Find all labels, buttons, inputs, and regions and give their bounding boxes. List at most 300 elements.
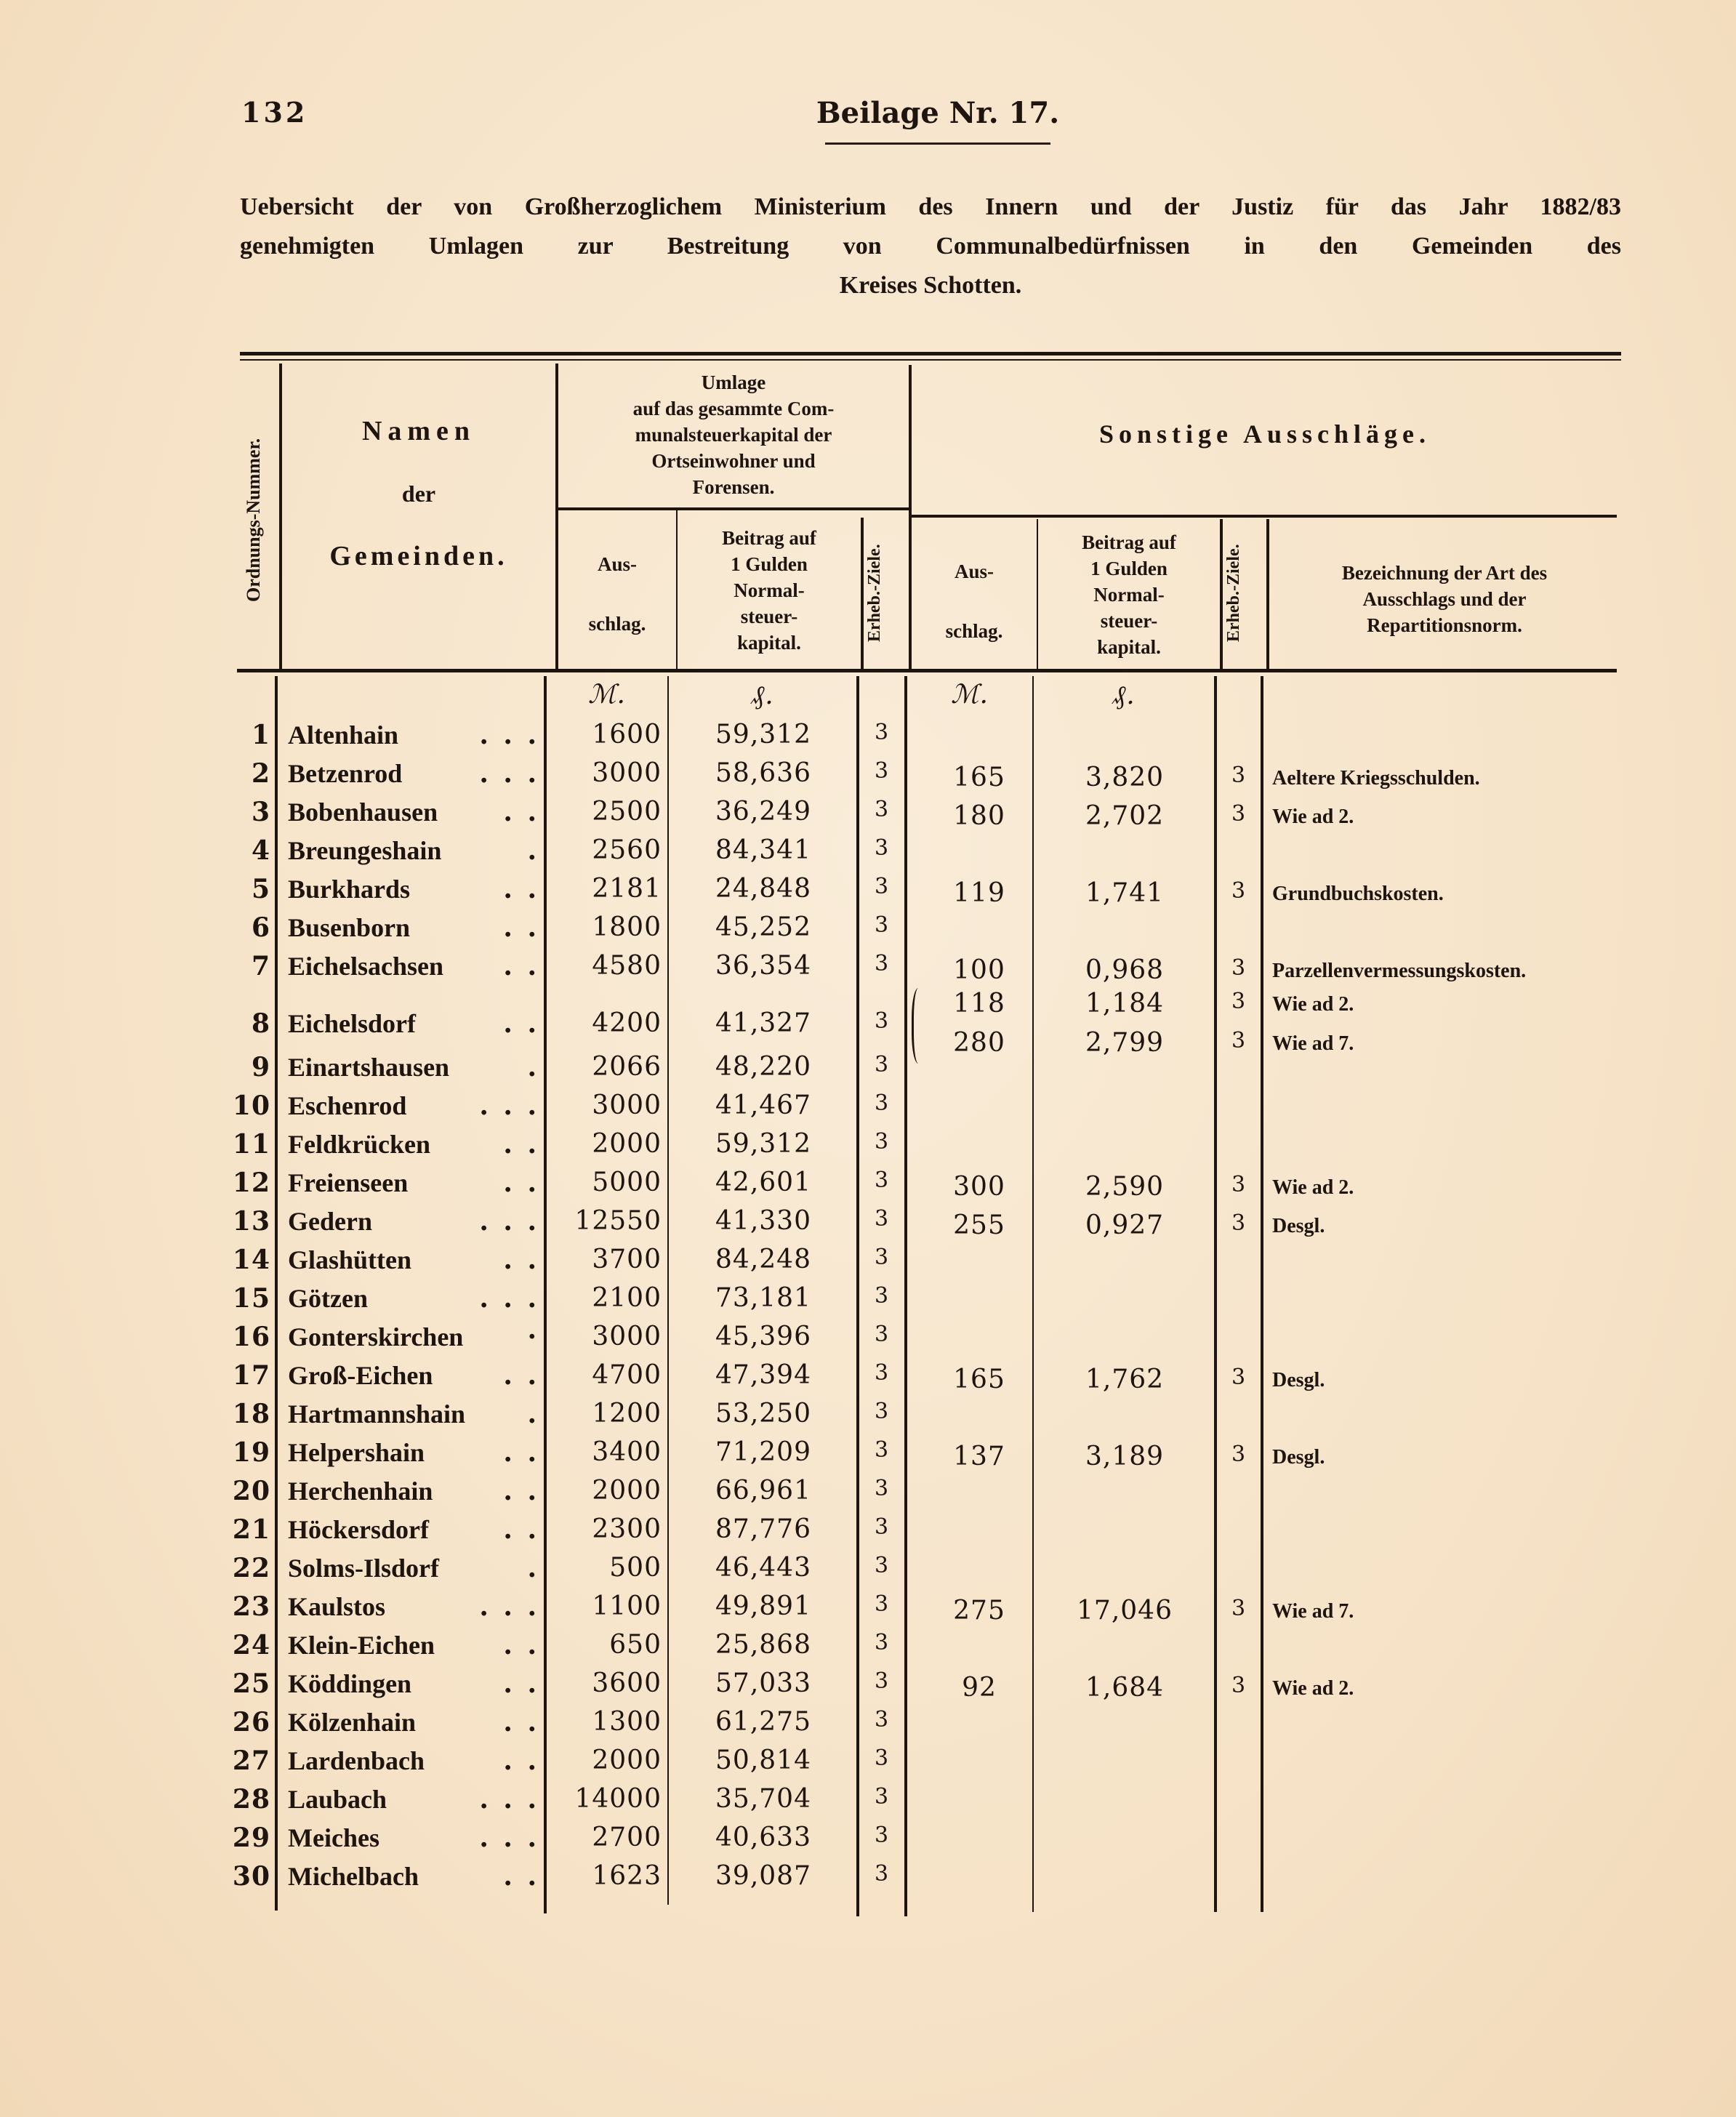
row-name-line [288,912,539,943]
header-levy-line-4: Ortseinwohner und [651,450,816,472]
row-ordinal: 25 [232,1668,270,1699]
row-levy-terms: 3 [874,1707,890,1732]
row-municipality-name: Michelbach [288,1862,419,1891]
row-other-description: Parzellenvermessungskosten. [1272,960,1527,982]
header-other-contribution-line-2: 1 Gulden [1090,558,1168,579]
row-ordinal: 2 [251,758,270,789]
row-other-description: Wie ad 7. [1272,1032,1354,1055]
row-name-line [288,1784,539,1815]
row-other-terms: 3 [1231,1172,1247,1197]
row-levy-amount: 2300 [592,1514,662,1544]
document-title [240,188,1621,305]
row-municipality-name: Betzenrod [288,759,403,788]
row-name-line [288,1360,539,1391]
row-other-terms: 3 [1231,1442,1247,1467]
row-other-description: Aeltere Kriegsschulden. [1272,767,1480,790]
row-leader-dots: . . . [479,1090,539,1121]
header-other-contribution-line-1: Beitrag auf [1082,531,1176,553]
row-levy-rate: 53,250 [715,1399,811,1429]
row-levy-terms: 3 [874,1784,890,1809]
row-ordinal: 3 [251,797,270,827]
row-other-rate: 1,762 [1085,1365,1165,1394]
row-levy-terms: 3 [874,1591,890,1617]
row-levy-terms: 3 [874,720,890,745]
row-name-line [288,1008,539,1039]
header-levy-contribution-line-2: 1 Gulden [731,553,808,575]
table-top-rule-thick [240,352,1621,355]
row-levy-amount: 3400 [592,1437,662,1467]
header-levy-contribution [679,525,859,656]
row-name-line [288,797,539,827]
row-levy-terms: 3 [874,1283,890,1309]
row-municipality-name: Feldkrücken [288,1130,431,1159]
row-levy-terms: 3 [874,1168,890,1193]
header-other-assessment-line-1: Aus- [954,561,994,582]
row-levy-rate: 39,087 [715,1861,811,1891]
header-divider-other-amount [1037,519,1038,669]
row-levy-rate: 25,868 [715,1630,811,1660]
row-municipality-name: Götzen [288,1284,368,1313]
body-divider-other-amount [1032,676,1034,1912]
row-ordinal: 19 [232,1437,270,1468]
row-other-terms: 3 [1231,1596,1247,1621]
row-levy-terms: 3 [874,1823,890,1848]
row-levy-terms: 3 [874,1861,890,1887]
row-leader-dots: . . . [479,1283,539,1314]
header-sub-rule-left [558,507,912,510]
row-other-rate: 1,741 [1085,878,1165,908]
row-other-amount: 255 [953,1210,1005,1240]
unit-mark-other: ℳ. [951,680,989,710]
row-levy-amount: 2000 [592,1746,662,1775]
header-name-col [284,414,554,573]
header-divider-name [555,363,558,669]
row-levy-terms: 3 [874,1514,890,1540]
row-levy-rate: 71,209 [715,1437,811,1467]
header-name-line-1: Namen [361,416,476,446]
row-other-rate: 0,927 [1085,1210,1165,1240]
row-levy-amount: 2500 [592,797,662,827]
row-leader-dots: . [527,835,539,866]
row-levy-rate: 45,396 [715,1322,811,1351]
row-municipality-name: Einartshausen [288,1053,450,1082]
row-other-terms: 3 [1231,801,1247,827]
row-levy-amount: 4200 [592,1008,662,1038]
row-municipality-name: Höckersdorf [288,1515,429,1544]
header-ordinal-number: Ordnungs-Nummer. [243,438,264,602]
unit-pfennig-other: ₰. [1112,680,1136,710]
row-levy-terms: 3 [874,797,890,822]
row-levy-rate: 41,467 [715,1090,811,1120]
row-other-terms: 3 [1231,878,1247,904]
row-municipality-name: Altenhain [288,720,399,750]
row-levy-amount: 2066 [592,1052,662,1082]
row-ordinal: 23 [232,1591,270,1622]
row-levy-rate: 41,327 [715,1008,811,1038]
row-municipality-name: Eichelsdorf [288,1009,416,1038]
row-other-terms: 3 [1231,989,1247,1014]
row-other-terms: 3 [1231,1028,1247,1053]
row-other-rate: 3,189 [1085,1442,1165,1471]
row-ordinal: 4 [251,835,270,866]
row-levy-terms: 3 [874,1052,890,1077]
row-name-line [288,1861,539,1892]
row-ordinal: 9 [251,1052,270,1082]
body-divider-levy-amount [667,676,669,1905]
row-ordinal: 6 [251,912,270,943]
row-other-description: Wie ad 2. [1272,806,1354,828]
row-levy-amount: 2000 [592,1476,662,1506]
row-other-amount: 119 [953,878,1005,908]
header-other-assessment-line-2: schlag. [945,620,1003,643]
header-levy-line-3: munalsteuerkapital der [635,424,832,446]
row-levy-amount: 3000 [592,1090,662,1120]
header-levy-collection-terms: Erheb.-Ziele. [865,544,884,643]
row-name-line [288,1283,539,1314]
header-name-line-3: Gemeinden. [329,541,508,571]
row-levy-rate: 73,181 [715,1283,811,1313]
row-name-line [288,1052,539,1082]
row-leader-dots: . . [503,874,539,904]
row-levy-terms: 3 [874,1668,890,1694]
row-levy-amount: 14000 [574,1784,662,1814]
row-levy-terms: 3 [874,1322,890,1347]
row-name-line [288,758,539,789]
header-divider-levy-rate [861,518,864,669]
row-ordinal: 16 [232,1322,270,1352]
row-levy-amount: 2181 [592,874,662,904]
row-levy-amount: 4580 [592,951,662,981]
row-municipality-name: Gedern [288,1207,372,1236]
row-municipality-name: Kaulstos [288,1592,386,1621]
row-municipality-name: Eschenrod [288,1091,407,1120]
row-name-line [288,1399,539,1429]
row-levy-rate: 49,891 [715,1591,811,1621]
row-ordinal: 30 [232,1861,270,1892]
row-leader-dots: . . [503,1476,539,1506]
row-municipality-name: Laubach [288,1785,387,1814]
row-name-line [288,1553,539,1583]
title-line-3: Kreises Schotten. [839,272,1022,299]
row-leader-dots: . . [503,1668,539,1699]
row-levy-terms: 3 [874,835,890,861]
row-levy-amount: 3600 [592,1668,662,1698]
row-levy-amount: 2100 [592,1283,662,1313]
row-other-amount: 118 [953,989,1005,1019]
row-other-terms: 3 [1231,1673,1247,1698]
table-top-rule-thin [240,359,1621,361]
row-ordinal: 22 [232,1553,270,1583]
header-sub-rule-right [912,515,1617,518]
row-name-line [288,1707,539,1738]
row-levy-terms: 3 [874,951,890,976]
row-ordinal: 21 [232,1514,270,1545]
row-other-terms: 3 [1231,763,1247,788]
row-name-line [288,1668,539,1699]
body-divider-other-rate [1214,676,1217,1912]
row-name-line [288,1322,539,1352]
row-levy-rate: 35,704 [715,1784,811,1814]
header-levy-contribution-line-3: Normal- [734,579,805,601]
header-name-line-2: der [401,481,436,507]
row-ordinal: 18 [232,1399,270,1429]
row-levy-amount: 1800 [592,912,662,942]
row-municipality-name: Lardenbach [288,1746,425,1775]
header-levy-line-1: Umlage [701,371,766,393]
row-levy-amount: 1623 [592,1861,662,1891]
header-levy-line-2: auf das gesammte Com- [632,398,835,419]
row-other-terms: 3 [1231,1210,1247,1236]
row-levy-rate: 50,814 [715,1746,811,1775]
row-name-line [288,1746,539,1776]
row-leader-dots: . . [503,1168,539,1198]
row-levy-amount: 500 [609,1553,662,1583]
unit-pfennig-levy: ₰. [751,680,774,710]
row-other-amount: 280 [953,1028,1005,1058]
row-ordinal: 7 [251,951,270,981]
row-ordinal: 15 [232,1283,270,1314]
row-other-amount: 137 [953,1442,1005,1471]
row-ordinal: 10 [232,1090,270,1121]
row-leader-dots: . . [503,1630,539,1660]
row-municipality-name: Solms-Ilsdorf [288,1554,440,1583]
row-other-description: Grundbuchskosten. [1272,883,1444,905]
row-ordinal: 17 [232,1360,270,1391]
row-leader-dots: . . [503,1514,539,1545]
supplement-underline [825,142,1050,145]
row-ordinal: 24 [232,1630,270,1660]
row-other-description: Wie ad 2. [1272,993,1354,1016]
header-divider-ordinal [279,363,282,669]
row-ordinal: 29 [232,1823,270,1853]
row-name-line [288,951,539,981]
row-other-amount: 165 [953,1365,1005,1394]
row-leader-dots: . . [503,1360,539,1391]
row-levy-rate: 84,341 [715,835,811,865]
header-other-contribution-line-3: Normal- [1093,584,1165,606]
row-municipality-name: Herchenhain [288,1477,433,1506]
header-levy-contribution-line-5: kapital. [737,632,801,654]
row-levy-terms: 3 [874,1437,890,1463]
header-other-collection-terms: Erheb.-Ziele. [1224,544,1243,643]
row-other-rate: 2,799 [1085,1028,1165,1058]
row-leader-dots: · [527,1322,539,1352]
row-ordinal: 1 [251,720,270,750]
row-levy-terms: 3 [874,912,890,938]
row-levy-terms: 3 [874,1360,890,1386]
row-name-line [288,1823,539,1853]
header-other-contribution-line-4: steuer- [1100,610,1158,632]
row-name-line [288,1206,539,1237]
row-levy-terms: 3 [874,1746,890,1771]
header-description-line-3: Repartitionsnorm. [1367,614,1522,636]
row-levy-terms: 3 [874,874,890,899]
row-ordinal: 28 [232,1784,270,1815]
row-other-rate: 2,702 [1085,801,1165,831]
row-municipality-name: Gonterskirchen [288,1322,464,1351]
header-divider-levy-amount [676,510,678,669]
row-levy-terms: 3 [874,1476,890,1501]
header-other-group: Sonstige Ausschläge. [1098,419,1431,449]
row-name-line [288,1630,539,1660]
row-levy-terms: 3 [874,1245,890,1270]
row-municipality-name: Glashütten [288,1245,412,1274]
row-other-amount: 100 [953,955,1005,985]
row-levy-rate: 87,776 [715,1514,811,1544]
row-name-line [288,874,539,904]
row-other-description: Wie ad 7. [1272,1600,1354,1623]
row-levy-rate: 61,275 [715,1707,811,1737]
header-other-contribution-line-5: kapital. [1097,636,1161,658]
row-levy-amount: 12550 [574,1206,662,1236]
row-leader-dots: . . [503,951,539,981]
body-divider-name [544,676,547,1913]
row-municipality-name: Groß-Eichen [288,1361,433,1390]
row-ordinal: 11 [232,1129,270,1160]
header-other-contribution [1040,529,1218,660]
row-municipality-name: Bobenhausen [288,798,438,827]
row-levy-rate: 36,354 [715,951,811,981]
row-leader-dots: . . [503,1245,539,1275]
row-ordinal: 20 [232,1476,270,1506]
row-levy-amount: 1100 [592,1591,662,1621]
header-levy-assessment [560,553,675,636]
row-other-description: Desgl. [1272,1215,1325,1237]
header-description [1272,560,1617,638]
row-levy-amount: 650 [609,1630,662,1660]
row-leader-dots: . . . [479,720,539,750]
row-leader-dots: . [527,1553,539,1583]
row-other-rate: 3,820 [1085,763,1165,792]
row-levy-rate: 40,633 [715,1823,811,1852]
row-municipality-name: Busenborn [288,913,411,942]
header-description-line-2: Ausschlags und der [1362,588,1527,610]
row-name-line [288,1514,539,1545]
page-number: 132 [241,96,308,129]
row-levy-amount: 1200 [592,1399,662,1429]
header-levy-assessment-line-2: schlag. [588,613,646,635]
row-other-amount: 92 [962,1673,997,1703]
row-other-rate: 2,590 [1085,1172,1165,1202]
row-levy-terms: 3 [874,1129,890,1154]
row-levy-rate: 45,252 [715,912,811,942]
row-other-terms: 3 [1231,1365,1247,1390]
row-leader-dots: . . [503,1746,539,1776]
row-levy-rate: 46,443 [715,1553,811,1583]
row-levy-terms: 3 [874,1008,890,1034]
row-municipality-name: Helpershain [288,1438,425,1467]
header-description-line-1: Bezeichnung der Art des [1341,562,1548,584]
row-name-line [288,1437,539,1468]
body-divider-levy-rate [856,676,859,1916]
row-levy-rate: 48,220 [715,1052,811,1082]
header-other-assessment [913,560,1035,643]
supplement-heading: Beilage Nr. 17. [816,96,1060,130]
row-ordinal: 14 [232,1245,270,1275]
row-other-terms: 3 [1231,955,1247,981]
row-levy-rate: 36,249 [715,797,811,827]
row-name-line [288,1476,539,1506]
row-municipality-name: Burkhards [288,875,411,904]
row-levy-rate: 66,961 [715,1476,811,1506]
row-levy-terms: 3 [874,1206,890,1232]
row-municipality-name: Köddingen [288,1669,412,1698]
row-leader-dots: . . [503,912,539,943]
row-levy-rate: 58,636 [715,758,811,788]
row-levy-amount: 3000 [592,758,662,788]
row-brace-icon [912,988,928,1064]
row-leader-dots: . . . [479,1591,539,1622]
row-levy-terms: 3 [874,1553,890,1578]
row-levy-rate: 47,394 [715,1360,811,1390]
row-other-description: Wie ad 2. [1272,1677,1354,1700]
row-municipality-name: Meiches [288,1823,379,1852]
row-name-line [288,1591,539,1622]
row-levy-rate: 84,248 [715,1245,811,1274]
header-divider-other-rate [1220,519,1223,669]
unit-mark-levy: ℳ. [588,680,626,710]
header-levy-contribution-line-1: Beitrag auf [722,527,816,549]
row-name-line [288,835,539,866]
row-levy-amount: 2560 [592,835,662,865]
row-levy-amount: 3700 [592,1245,662,1274]
row-leader-dots: . . [503,1861,539,1892]
row-municipality-name: Klein-Eichen [288,1631,435,1660]
row-municipality-name: Eichelsachsen [288,952,444,981]
row-ordinal: 8 [251,1008,270,1039]
row-levy-rate: 59,312 [715,1129,811,1159]
row-levy-rate: 42,601 [715,1168,811,1197]
title-line-1: Uebersicht der von Großherzoglichem Ministerium des Innern und der Justiz für das Jahr 1882/83 [240,193,1621,220]
row-name-line [288,1129,539,1160]
row-leader-dots: . [527,1399,539,1429]
row-ordinal: 27 [232,1746,270,1776]
row-levy-amount: 5000 [592,1168,662,1197]
row-ordinal: 13 [232,1206,270,1237]
row-municipality-name: Hartmannshain [288,1399,466,1429]
body-divider-levy-terms [904,676,907,1916]
row-name-line [288,1168,539,1198]
row-leader-dots: . . . [479,1784,539,1815]
row-levy-amount: 1600 [592,720,662,750]
row-municipality-name: Breungeshain [288,836,442,865]
row-leader-dots: . . [503,797,539,827]
row-other-rate: 0,968 [1085,955,1165,985]
row-other-description: Desgl. [1272,1446,1325,1469]
row-ordinal: 12 [232,1168,270,1198]
header-divider-other-terms [1266,519,1269,669]
row-municipality-name: Kölzenhain [288,1708,417,1737]
row-levy-amount: 3000 [592,1322,662,1351]
row-leader-dots: . . . [479,1206,539,1237]
row-levy-rate: 24,848 [715,874,811,904]
row-name-line [288,720,539,750]
row-levy-amount: 4700 [592,1360,662,1390]
row-leader-dots: . . [503,1707,539,1738]
row-leader-dots: . . [503,1129,539,1160]
header-levy-assessment-line-1: Aus- [597,553,637,575]
row-leader-dots: . [527,1052,539,1082]
row-levy-rate: 41,330 [715,1206,811,1236]
row-municipality-name: Freienseen [288,1168,409,1197]
body-divider-ordinal [275,676,278,1911]
row-other-amount: 275 [953,1596,1005,1626]
row-leader-dots: . . [503,1437,539,1468]
row-leader-dots: . . . [479,758,539,789]
row-leader-dots: . . . [479,1823,539,1853]
row-levy-amount: 1300 [592,1707,662,1737]
row-other-description: Wie ad 2. [1272,1176,1354,1199]
